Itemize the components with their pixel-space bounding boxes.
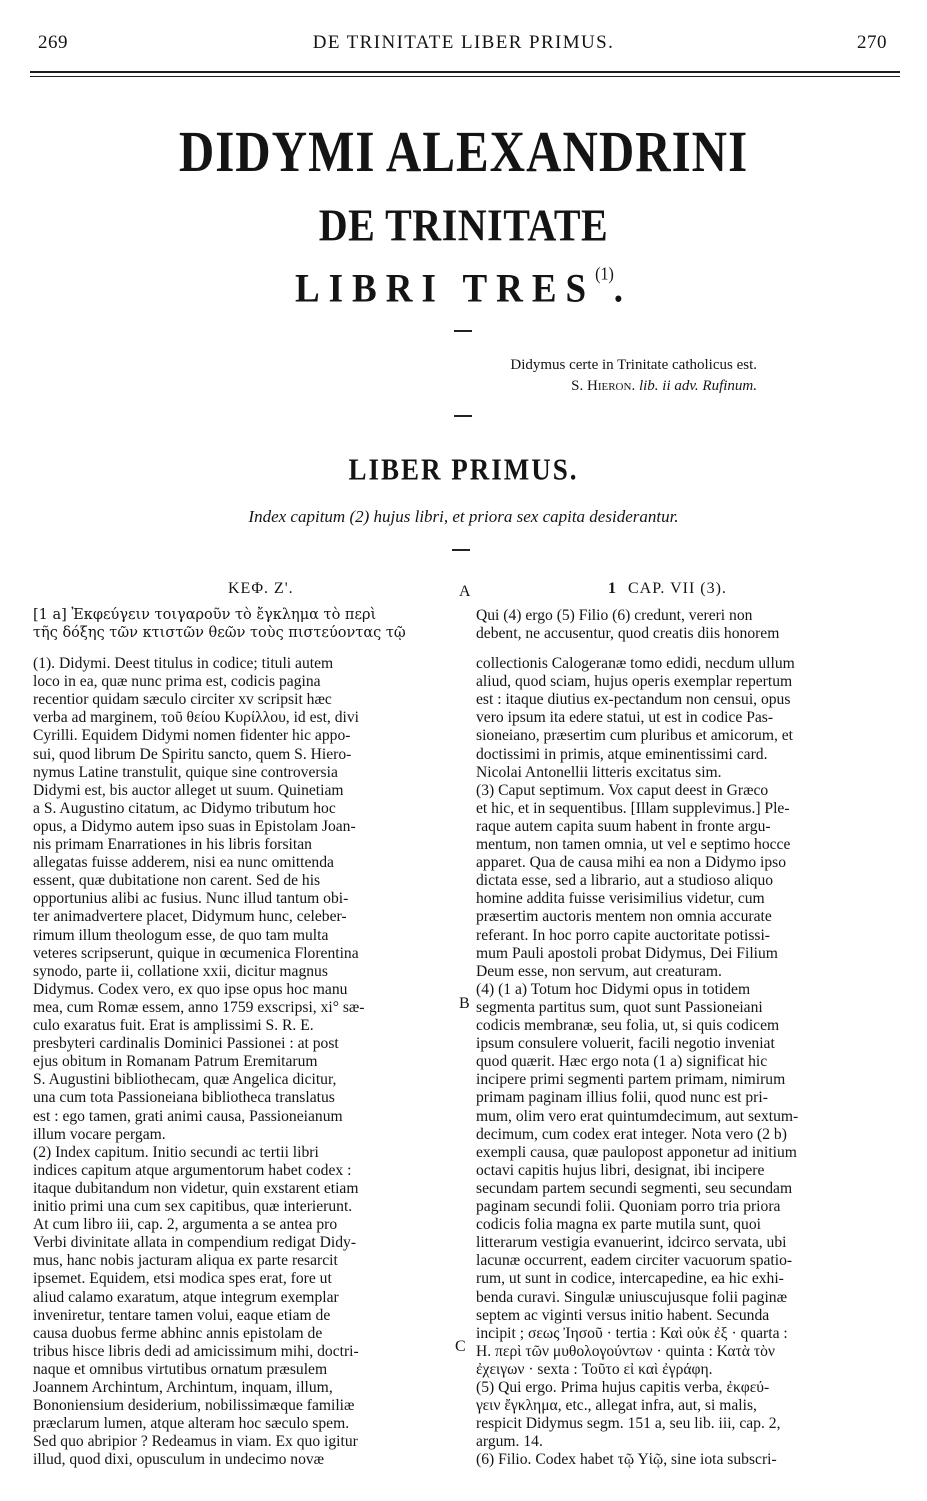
margin-letter-a: A xyxy=(459,583,471,600)
footnote-line: ἐχειγων · sexta : Τοῦτο εἰ καὶ ἐγράφη. xyxy=(476,1360,713,1378)
footnote-line: est : ego tamen, grati animi causa, Passioneianum xyxy=(33,1107,343,1125)
footnote-line: mentum, non tamen omnia, ut vel e septimo hocce xyxy=(476,836,791,853)
footnote-line: septem ac viginti versus initio habent. Secunda xyxy=(476,1306,770,1324)
footnote-line: ipsum consulere voluerit, facili negotio inveniat xyxy=(476,1035,775,1053)
footnote-line: γειν ἔγκλημα, etc., allegat infra, aut, si malis, xyxy=(476,1397,757,1415)
footnote-line: Cyrilli. Equidem Didymi nomen fidenter hic appo- xyxy=(33,727,351,745)
footnote-line: sui, quod librum De Spiritu sancto, quem S. Hiero- xyxy=(33,745,352,763)
footnote-line: Bononiensium desiderium, nobilissimæque familiæ xyxy=(33,1397,355,1415)
running-title: DE TRINITATE LIBER PRIMUS. xyxy=(312,32,615,53)
footnote-line: (6) Filio. Codex habet τῷ Υἱῷ, sine iota subscri- xyxy=(476,1451,777,1469)
footnote-line: verba ad marginem, τοῦ θείου Κυρίλλου, id est, divi xyxy=(33,709,359,727)
epigraph-quote: Didymus certe in Trinitate catholicus est. xyxy=(510,357,757,373)
footnote-line: nis primam Enarrationes in his libris forsitan xyxy=(33,836,312,853)
footnote-line: veteres scripserunt, quique in œcumenica Florentina xyxy=(33,944,359,962)
footnote-line: presbyteri cardinalis Dominici Passionei : at post xyxy=(33,1035,339,1053)
footnote-line: causa duobus ferme abhinc annis epistolam de xyxy=(33,1324,323,1342)
greek-text-line: [1 a] Ἐκφεύγειν τοιγαροῦν τὸ ἔγκλημα τὸ περὶ xyxy=(33,607,377,623)
footnote-line: inveniretur, tentare tamen volui, eaque etiam de xyxy=(33,1306,331,1324)
epigraph-work: lib. ii adv. Rufinum. xyxy=(638,378,757,394)
footnote-line: mus, hanc nobis jacturam aliqua ex parte resarcit xyxy=(33,1252,338,1270)
footnote-line: mea, cum Romæ essem, anno 1759 exscripsi, xi° sæ- xyxy=(33,998,365,1016)
footnote-line: a S. Augustino citatum, ac Didymo tributum hoc xyxy=(33,799,336,817)
footnote-line: Deum esse, non servum, aut creaturam. xyxy=(476,962,722,980)
footnote-line: primam paginam illius folii, quod nunc est pri- xyxy=(476,1089,768,1107)
footnote-line: recentior quidam sæculo circiter xv scripsit hæc xyxy=(33,691,332,709)
footnote-line: decimum, cum codex erat integer. Nota vero (2 b) xyxy=(476,1125,787,1143)
footnote-line: una cum tota Passioneiana bibliotheca translatus xyxy=(33,1089,335,1107)
footnote-line: vero ipsum ita edere statui, ut est in codice Pas- xyxy=(476,709,774,727)
footnote-line: sioneiano, præsertim cum pluribus et amicorum, et xyxy=(476,727,794,745)
column-marker: 1 xyxy=(608,580,617,597)
footnote-line: exempli causa, quæ paulopost apponetur ad initium xyxy=(476,1143,797,1161)
footnote-line: ipsemet. Equidem, etsi modica spes erat, fore ut xyxy=(33,1270,332,1288)
footnote-line: rum, ut sunt in codice, intercapedine, ea hic exhi- xyxy=(476,1270,784,1288)
footnote-line: lacunæ occurrent, eadem circiter vacuorum spatio- xyxy=(476,1252,793,1270)
title-line-1: DIDYMI ALEXANDRINI xyxy=(178,119,749,185)
footnote-line: homine addita fuisse verisimilius videtur, cum xyxy=(476,890,765,908)
footnote-line: Sed quo abripior ? Redeamus in viam. Ex quo igitur xyxy=(33,1433,358,1451)
footnote-line: Η. περὶ τῶν μυθολογούντων · quinta : Κατὰ τὸν xyxy=(476,1342,775,1360)
footnote-line: S. Augustini bibliothecam, quæ Angelica dicitur, xyxy=(33,1071,337,1089)
footnote-line: (1). Didymi. Deest titulus in codice; tituli autem xyxy=(33,655,334,672)
footnote-line: præclarum lumen, atque alteram hoc sæculo spem. xyxy=(33,1415,350,1433)
footnote-line: Verbi divinitate allata in compendium redigat Didy- xyxy=(33,1234,357,1252)
title-footnote-mark: (1) xyxy=(595,265,614,284)
footnote-line: culo exaratus fuit. Erat is amplissimi S. R. E. xyxy=(33,1017,314,1034)
footnote-line: apparet. Qua de causa mihi ea non a Didymo ipso xyxy=(476,854,787,872)
footnote-line: (2) Index capitum. Initio secundi ac tertii libri xyxy=(33,1143,319,1161)
footnote-line: codicis folia magna ex parte mutila sunt, quoi xyxy=(476,1216,761,1234)
footnote-line: nymus Latine transtulit, quique sine controversia xyxy=(33,763,338,781)
footnote-line: opportunius alibi ac fusius. Nunc illud tantum obi- xyxy=(33,890,349,908)
footnote-line: et hic, et in sequentibus. [Illam supplevimus.] Ple- xyxy=(476,799,790,817)
footnote-line: raque autem capita suum habent in fronte argu- xyxy=(476,817,771,835)
footnote-line: itaque dubitandum non videtur, quin exstarent etiam xyxy=(33,1179,359,1197)
footnote-line: illud, quod dixi, opusculum in undecimo novæ xyxy=(33,1451,325,1469)
footnote-line: Didymus. Codex vero, ex quo ipse opus hoc manu xyxy=(33,980,348,998)
book-heading: LIBER PRIMUS. xyxy=(348,452,579,487)
footnote-line: paginam secundi folii. Quoniam porro tria priora xyxy=(476,1198,781,1215)
footnote-line: (5) Qui ergo. Prima hujus capitis verba, ἐκφεύ- xyxy=(476,1379,770,1396)
footnote-line: aliud, quod sciam, hujus operis exemplar repertum xyxy=(476,673,793,691)
footnote-line: collectionis Calogeranæ tomo edidi, necdum ullum xyxy=(476,655,795,672)
latin-chapter-heading: CAP. VII (3). xyxy=(628,580,727,597)
latin-text-line: debent, ne accusentur, quod creatis diis honorem xyxy=(476,625,780,642)
footnote-line: synodo, parte ii, collatione xxii, dicitur magnus xyxy=(33,962,328,980)
footnote-line: referant. In hoc porro capite auctoritate potissi- xyxy=(476,926,770,944)
separator-dash xyxy=(454,330,472,332)
footnote-line: mum, olim vero erat quintumdecimum, aut sextum- xyxy=(476,1107,799,1125)
separator-dash xyxy=(454,415,472,417)
footnote-line: benda curavi. Singulæ uniuscujusque folii paginæ xyxy=(476,1288,787,1306)
latin-text-line: Qui (4) ergo (5) Filio (6) credunt, vereri non xyxy=(476,607,753,624)
footnote-line: tribus hisce libris dedi ad amicissimum mihi, doctri- xyxy=(33,1342,359,1360)
footnote-line: opus, a Didymo autem ipso suas in Epistolam Joan- xyxy=(33,817,356,835)
footnote-line: litterarum vestigia evanuerint, idcirco servata, ubi xyxy=(476,1234,787,1252)
footnote-line: respicit Didymus segm. 151 a, seu lib. iii, cap. 2, xyxy=(476,1415,781,1433)
footnote-line: doctissimi in primis, atque eminentissimi card. xyxy=(476,745,768,763)
footnote-line: ter animadvertere placet, Didymum hunc, celeber- xyxy=(33,908,347,926)
index-note: Index capitum (2) hujus libri, et priora sex capita desiderantur. xyxy=(248,507,679,526)
footnote-line: ejus obitum in Romanam Patrum Eremitarum xyxy=(33,1053,318,1071)
footnote-line: codicis membranæ, seu folia, ut, si quis codicem xyxy=(476,1017,780,1034)
footnote-line: quod quærit. Hæc ergo nota (1 a) significat hic xyxy=(476,1053,768,1071)
title-period: . xyxy=(613,266,633,312)
footnote-line: Joannem Archintum, Archintum, inquam, illum, xyxy=(33,1379,333,1396)
header-rule-thin xyxy=(30,76,900,77)
footnote-line: præsertim auctoris mentem non omnia accurate xyxy=(476,908,772,926)
footnote-line: Nicolai Antonellii litteris excitatus sim. xyxy=(476,763,722,781)
title-line-3 xyxy=(0,265,927,312)
footnote-line: essent, quæ dubitatione non carent. Sed de his xyxy=(33,872,321,890)
footnote-line: argum. 14. xyxy=(476,1433,543,1451)
footnote-line: At cum libro iii, cap. 2, argumenta a se antea pro xyxy=(33,1216,338,1234)
footnote-line: loco in ea, quæ nunc prima est, codicis pagina xyxy=(33,673,321,691)
greek-chapter-heading: ΚΕΦ. Ζ'. xyxy=(228,580,294,597)
footnote-line: incipit ; σεως Ἰησοῦ · tertia : Καὶ οὐκ ἐξ · quarta : xyxy=(476,1324,788,1342)
footnote-line: (4) (1 a) Totum hoc Didymi opus in totidem xyxy=(476,980,751,998)
footnote-line: indices capitum atque argumentorum habet codex : xyxy=(33,1161,352,1179)
footnote-line: dictata esse, sed a librario, aut a studioso aliquo xyxy=(476,872,774,890)
separator-dash xyxy=(452,549,470,551)
margin-letter-c: C xyxy=(455,1338,466,1355)
epigraph-source xyxy=(571,378,757,395)
title-line-2: DE TRINITATE xyxy=(318,199,609,251)
footnote-line: aliud calamo exaratum, atque integrum exemplar xyxy=(33,1288,339,1306)
footnote-line: initio primi una cum sex capitibus, quæ interierunt. xyxy=(33,1198,353,1215)
page-number-right: 270 xyxy=(857,32,887,53)
footnote-line: allegatas fuisse adderem, nisi ea nunc omittenda xyxy=(33,854,334,872)
greek-text-line: τῆς δόξης τῶν κτιστῶν θεῶν τοὺς πιστεύοντας τῷ xyxy=(33,625,406,641)
footnote-line: illum vocare pergam. xyxy=(33,1125,166,1143)
footnote-line: (3) Caput septimum. Vox caput deest in Græco xyxy=(476,781,769,799)
title-line-3-text: LIBRI TRES xyxy=(294,266,596,312)
footnote-line: segmenta partitus sum, quot sunt Passioneiani xyxy=(476,998,763,1016)
footnote-line: mum Pauli apostoli probat Didymus, Dei Filium xyxy=(476,944,778,962)
footnote-line: est : itaque diutius ex-pectandum non censui, opus xyxy=(476,691,791,709)
footnote-line: rimum illum theologum esse, de quo tam multa xyxy=(33,926,329,944)
epigraph-author: S. Hieron. xyxy=(571,378,636,394)
header-rule xyxy=(30,71,900,73)
page-number-left: 269 xyxy=(38,32,68,53)
footnote-line: naque et omnibus virtutibus ornatum præsulem xyxy=(33,1360,328,1378)
footnote-line: secundam partem secundi segmenti, seu secundam xyxy=(476,1179,793,1197)
margin-letter-b: B xyxy=(459,995,470,1012)
footnote-line: Didymi est, bis auctor alleget ut suum. Quinetiam xyxy=(33,781,344,799)
footnote-line: incipere primi segmenti partem primam, nimirum xyxy=(476,1071,786,1089)
footnote-line: octavi capitis hujus libri, designat, ibi incipere xyxy=(476,1161,765,1179)
